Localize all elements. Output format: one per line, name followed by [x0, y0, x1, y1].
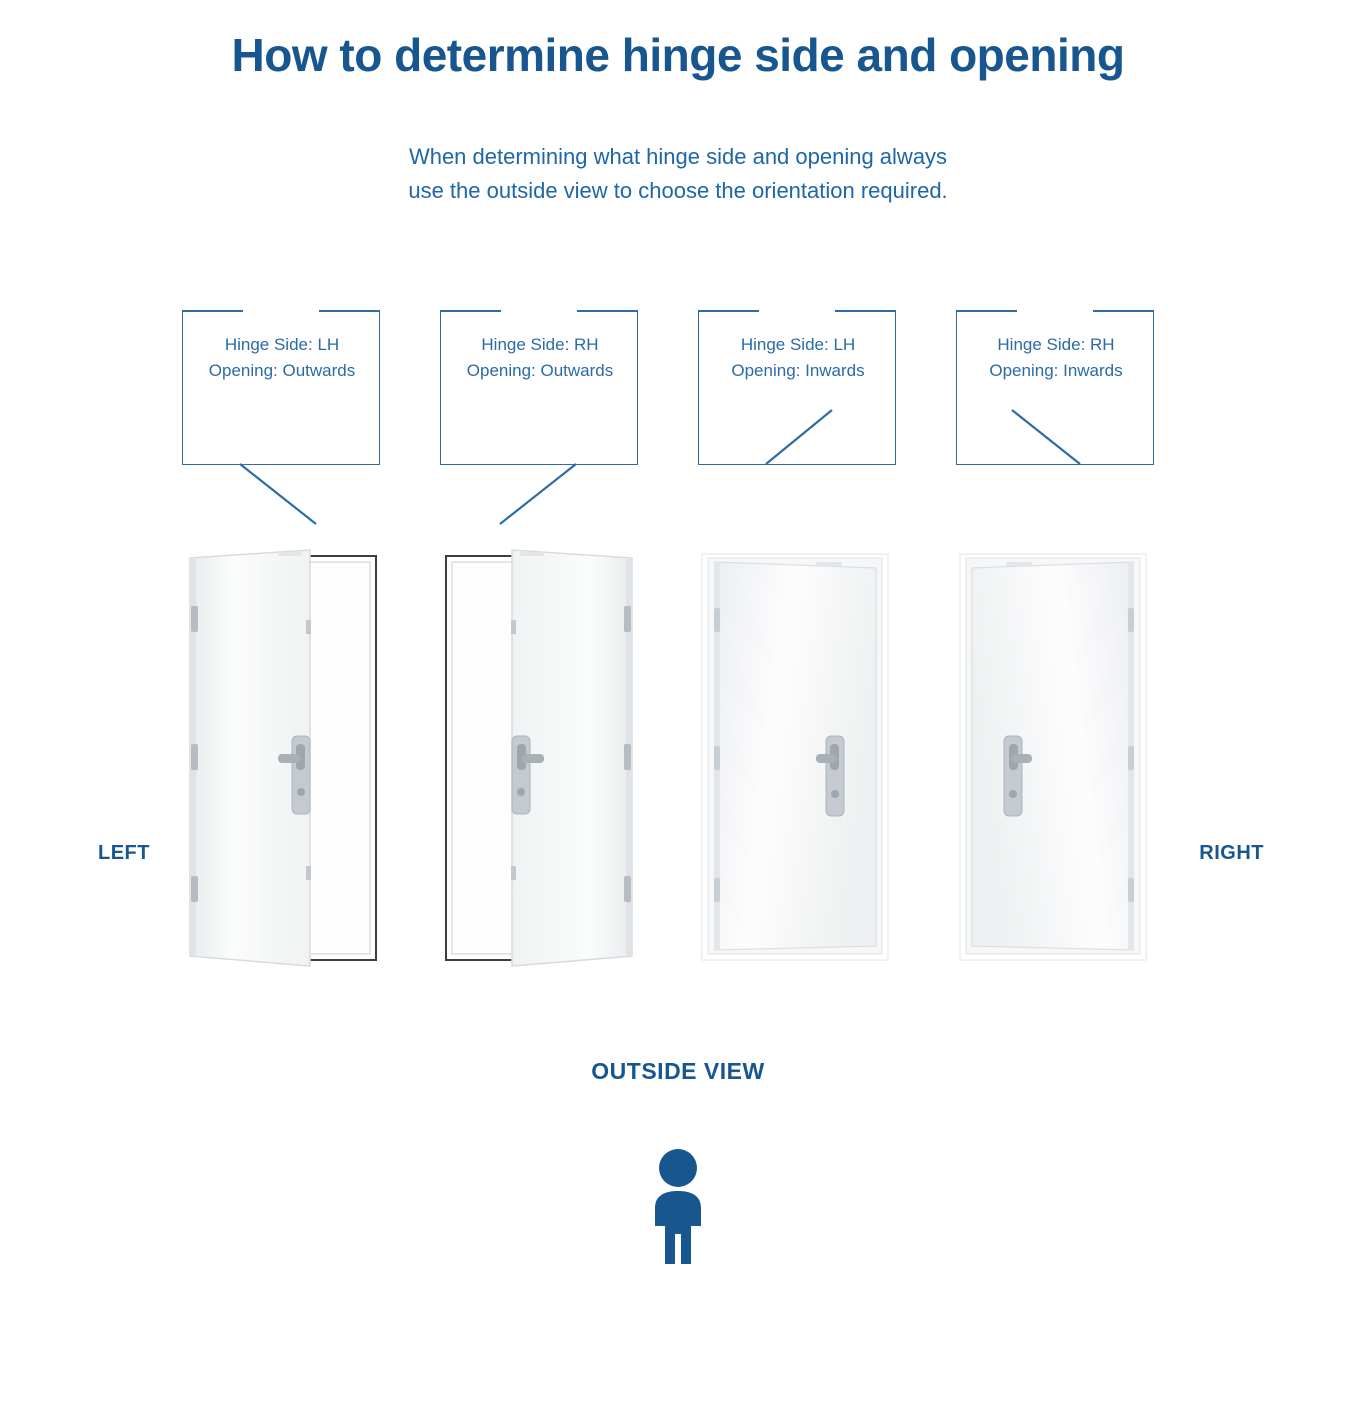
outside-view-label: OUTSIDE VIEW — [591, 1058, 765, 1084]
callout-opening-text: Opening: Outwards — [466, 361, 614, 380]
callout-lh-outwards — [182, 310, 382, 470]
callout-opening-text: Opening: Inwards — [731, 361, 865, 380]
subtitle-line-2: use the outside view to choose the orientation required. — [408, 178, 948, 203]
door-lh-outwards — [182, 548, 382, 968]
callout-label — [182, 332, 382, 384]
door-lh-inwards — [698, 548, 898, 968]
page-title: How to determine hinge side and opening — [231, 29, 1125, 81]
door-illustration-group — [182, 548, 1172, 978]
side-label-right: RIGHT — [1199, 842, 1264, 864]
callout-hinge-text: Hinge Side: RH — [481, 335, 599, 354]
callout-hinge-text: Hinge Side: RH — [997, 335, 1115, 354]
callout-leader-line — [240, 464, 330, 534]
callout-label — [698, 332, 898, 384]
callout-leader-line — [762, 410, 842, 470]
callout-opening-text: Opening: Outwards — [208, 361, 356, 380]
callout-opening-text: Opening: Inwards — [989, 361, 1123, 380]
side-label-left: LEFT — [98, 842, 150, 864]
door-rh-inwards — [956, 548, 1156, 968]
person-icon — [647, 1148, 709, 1271]
callout-label — [956, 332, 1156, 384]
door-rh-outwards — [440, 548, 640, 968]
callout-rh-outwards — [440, 310, 640, 470]
callout-label — [440, 332, 640, 384]
callout-leader-line — [1008, 410, 1088, 470]
callout-leader-line — [500, 464, 590, 534]
callout-hinge-text: Hinge Side: LH — [740, 335, 856, 354]
page-subtitle — [0, 140, 1356, 208]
subtitle-line-1: When determining what hinge side and opening always — [408, 144, 948, 169]
callout-group — [182, 310, 1172, 540]
callout-rh-inwards — [956, 310, 1156, 470]
callout-hinge-text: Hinge Side: LH — [224, 335, 340, 354]
callout-lh-inwards — [698, 310, 898, 470]
